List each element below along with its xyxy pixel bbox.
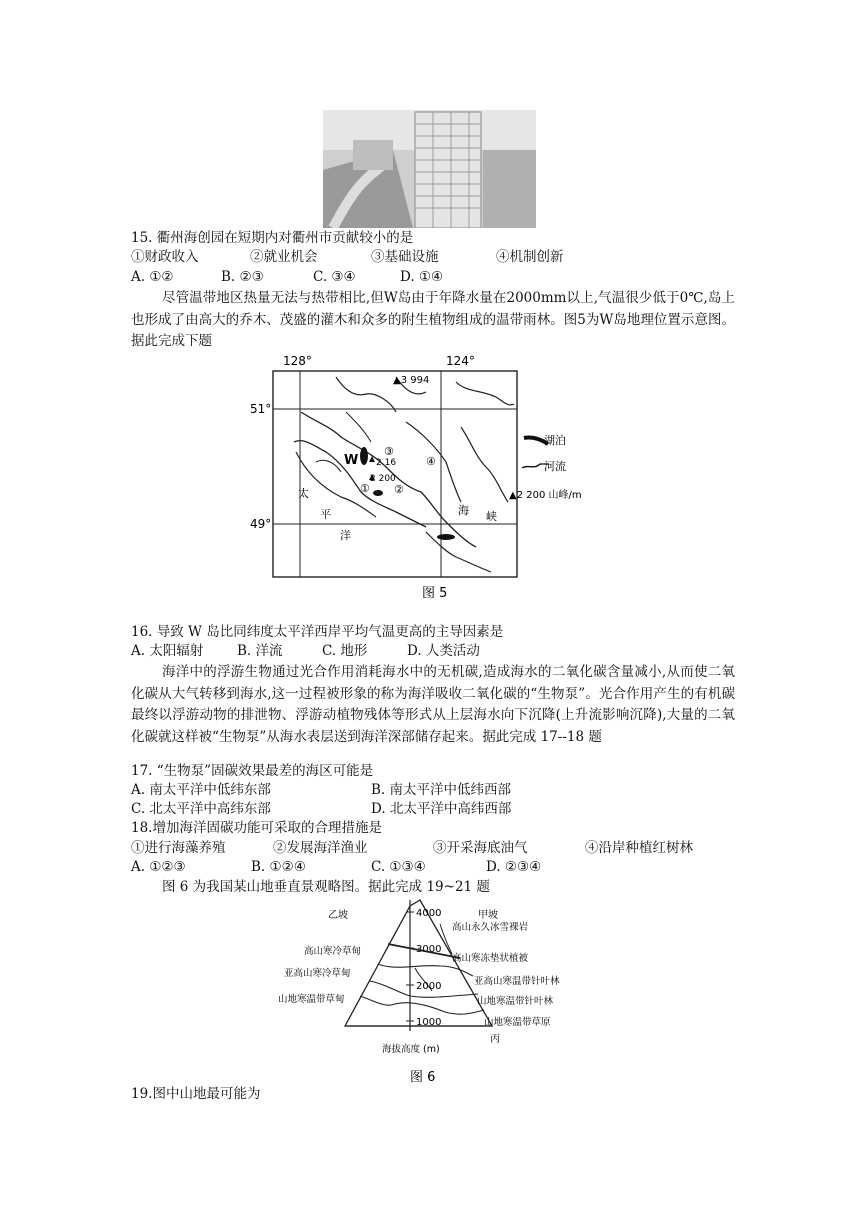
lon-124: 124° [446, 354, 475, 368]
q16-option-d: D. 人类活动 [407, 643, 480, 659]
question-17-stem: 17. “生物泵”固碳效果最差的海区可能是 [131, 763, 374, 779]
q18-item-1: ①进行海藻养殖 [131, 840, 226, 856]
q15-item-4: ④机制创新 [496, 249, 564, 265]
figure-6-mountain [270, 896, 570, 1091]
q15-option-c: C. ③④ [313, 269, 356, 285]
zone-left-1: 高山寒冷草甸 [304, 946, 362, 957]
height-3000: 3000 [416, 944, 442, 955]
height-4000: 4000 [416, 908, 442, 919]
zone-right-2: 高山寒冻垫状植被 [452, 953, 529, 964]
q16-option-c: C. 地形 [322, 643, 368, 659]
lat-51: 51° [250, 402, 272, 416]
q18-item-2: ②发展海洋渔业 [273, 840, 368, 856]
q15-option-d: D. ①④ [400, 269, 444, 285]
question-16-stem: 16. 导致 W 岛比同纬度太平洋西岸平均气温更高的主导因素是 [131, 624, 504, 640]
q18-item-3: ③开采海底油气 [433, 840, 528, 856]
q17-option-d: D. 北太平洋中高纬西部 [371, 801, 512, 817]
q16-option-a: A. 太阳辐射 [131, 643, 204, 659]
ocean-yang: 洋 [340, 529, 351, 542]
slope-yi: 乙坡 [328, 910, 348, 921]
q15-item-3: ③基础设施 [371, 249, 439, 265]
q15-option-a: A. ①② [131, 269, 174, 285]
question-19-stem: 19.图中山地最可能为 [131, 1086, 261, 1102]
peak-216: 2 16 [376, 458, 397, 468]
q18-option-c: C. ①③④ [371, 859, 426, 875]
figure-5-caption: 图 5 [422, 586, 448, 601]
q17-option-a: A. 南太平洋中低纬东部 [131, 782, 271, 798]
question-15-stem: 15. 衢州海创园在短期内对衢州市贡献较小的是 [131, 230, 414, 246]
q15-item-2: ②就业机会 [250, 249, 318, 265]
zone-right-4: 山地寒温带针叶林 [477, 996, 554, 1007]
figure-5-map [246, 352, 616, 602]
legend-peak: ▲2 200 山峰/m [509, 490, 582, 501]
slope-jia: 甲坡 [478, 910, 498, 921]
question-18-stem: 18.增加海洋固碳功能可采取的合理措施是 [131, 820, 382, 836]
q16-option-b: B. 洋流 [237, 643, 283, 659]
strait-hai: 海 [458, 504, 469, 517]
legend-lake: 湖泊 [544, 434, 566, 447]
marker-2: ② [394, 483, 404, 496]
q17-option-b: B. 南太平洋中低纬西部 [371, 782, 512, 798]
figure-6-caption: 图 6 [410, 1070, 436, 1085]
q18-option-a: A. ①②③ [131, 859, 186, 875]
q15-option-b: B. ②③ [221, 269, 264, 285]
height-2000: 2000 [416, 981, 442, 992]
q18-option-b: B. ①②④ [251, 859, 306, 875]
lon-128: 128° [283, 354, 312, 368]
axis-altitude: 海拔高度 (m) [382, 1044, 440, 1055]
q17-option-c: C. 北太平洋中高纬东部 [131, 801, 271, 817]
marker-3: ③ [384, 445, 394, 458]
zone-left-2: 亚高山寒冷草甸 [284, 968, 351, 979]
ocean-ping: 平 [320, 508, 331, 521]
height-1000: 1000 [416, 1017, 442, 1028]
zone-right-3: 亚高山寒温带针叶林 [474, 976, 560, 987]
passage-w-island: 尽管温带地区热量无法与热带相比,但W岛由于年降水量在2000mm以上,气温很少低于0℃,岛上也形成了由高大的乔木、茂盛的灌木和众多的附生植物组成的温带雨林。图5为W岛地理位置示意图。据此完成下题 [131, 290, 735, 349]
zone-left-3: 山地寒温带草甸 [278, 994, 345, 1005]
label-bing: 丙 [490, 1034, 500, 1045]
lat-49: 49° [250, 517, 272, 531]
marker-4: ④ [426, 455, 436, 468]
zone-right-1: 高山永久冰雪裸岩 [452, 922, 529, 933]
island-w: W [344, 453, 359, 468]
ocean-tai: 太 [298, 487, 309, 500]
legend-river: 河流 [544, 460, 566, 473]
passage-figure-6: 图 6 为我国某山地垂直景观略图。据此完成 19~21 题 [162, 879, 490, 895]
peak-2200: 2 200 [370, 474, 396, 484]
q15-item-1: ①财政收入 [131, 249, 199, 265]
strait-xia: 峡 [486, 510, 497, 523]
photo-haichuangyuan [323, 110, 536, 228]
q18-item-4: ④沿岸种植红树林 [585, 840, 693, 856]
passage-biopump: 海洋中的浮游生物通过光合作用消耗海水中的无机碳,造成海水的二氧化碳含量减小,从而使二氧化碳从大气转移到海水,这一过程被形象的称为海洋吸收二氧化碳的“生物泵”。光合作用产生的有机碳最终以浮游动物的排泄物、浮游动植物残体等形式从上层海水向下沉降(上升流影响沉降),大量的二氧化碳就这样被“生物泵”从海水表层送到海洋深部储存起来。据此完成 17--18 题 [131, 664, 735, 745]
q18-option-d: D. ②③④ [486, 859, 542, 875]
peak-3994: ▲3 994 [393, 375, 430, 386]
zone-right-5: 山地寒温带草原 [484, 1017, 551, 1028]
marker-1: ① [360, 482, 370, 495]
